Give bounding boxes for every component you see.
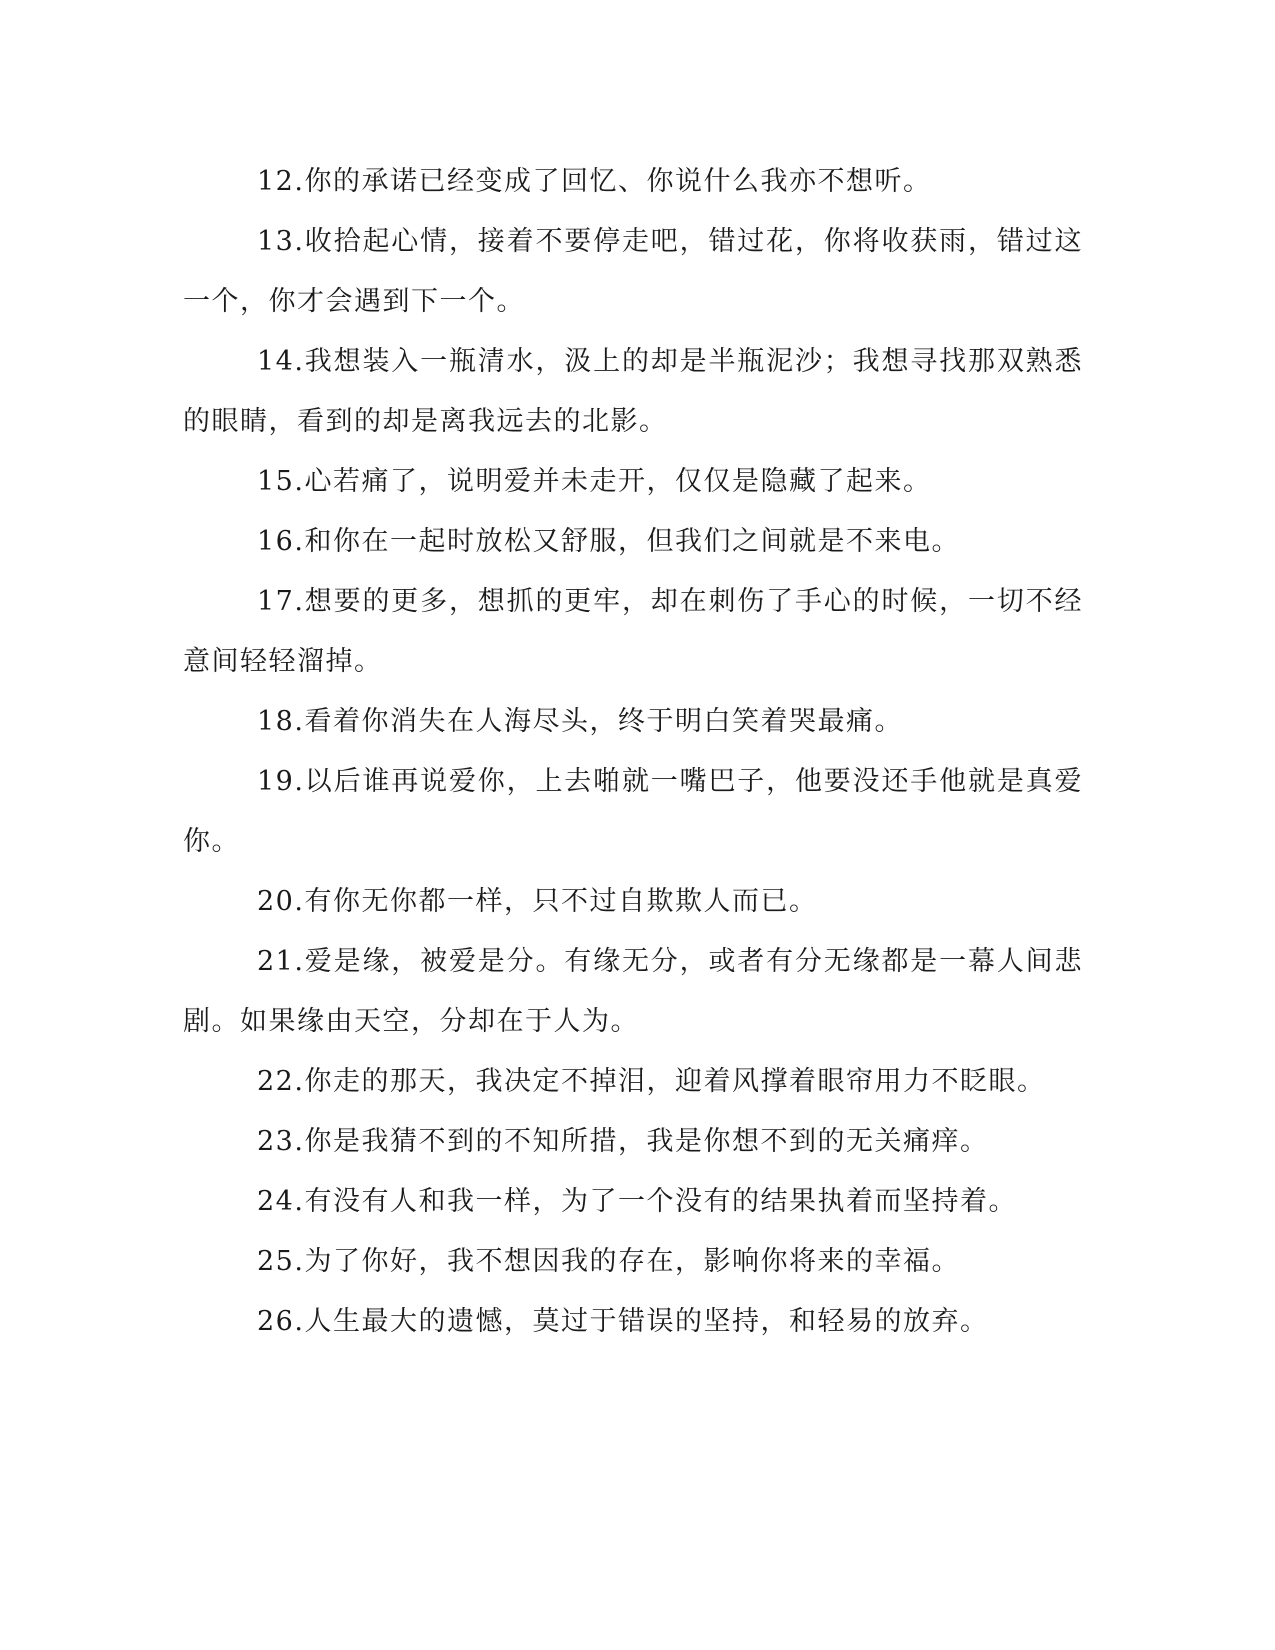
paragraph-21: 21.爱是缘，被爱是分。有缘无分，或者有分无缘都是一幕人间悲剧。如果缘由天空，分却在于人为。 bbox=[183, 946, 1083, 1037]
paragraph-24: 24.有没有人和我一样，为了一个没有的结果执着而坚持着。 bbox=[257, 1186, 1017, 1217]
paragraph-22: 22.你走的那天，我决定不掉泪，迎着风撑着眼帘用力不眨眼。 bbox=[257, 1066, 1046, 1097]
document-body bbox=[183, 152, 1083, 1352]
paragraph-20: 20.有你无你都一样，只不过自欺欺人而已。 bbox=[257, 886, 818, 917]
paragraph-18: 18.看着你消失在人海尽头，终于明白笑着哭最痛。 bbox=[257, 706, 903, 737]
paragraph-16: 16.和你在一起时放松又舒服，但我们之间就是不来电。 bbox=[257, 526, 960, 557]
paragraph-19: 19.以后谁再说爱你，上去啪就一嘴巴子，他要没还手他就是真爱你。 bbox=[183, 766, 1083, 857]
paragraph-15: 15.心若痛了，说明爱并未走开，仅仅是隐藏了起来。 bbox=[257, 466, 932, 497]
paragraph-17: 17.想要的更多，想抓的更牢，却在刺伤了手心的时候，一切不经意间轻轻溜掉。 bbox=[183, 586, 1083, 677]
paragraph-12: 12.你的承诺已经变成了回忆、你说什么我亦不想听。 bbox=[257, 166, 932, 197]
paragraph-25: 25.为了你好，我不想因我的存在，影响你将来的幸福。 bbox=[257, 1246, 960, 1277]
paragraph-23: 23.你是我猜不到的不知所措，我是你想不到的无关痛痒。 bbox=[257, 1126, 989, 1157]
paragraph-26: 26.人生最大的遗憾，莫过于错误的坚持，和轻易的放弃。 bbox=[257, 1306, 989, 1337]
paragraph-14: 14.我想装入一瓶清水，汲上的却是半瓶泥沙；我想寻找那双熟悉的眼睛，看到的却是离我远去的北影。 bbox=[183, 346, 1083, 437]
paragraph-13: 13.收拾起心情，接着不要停走吧，错过花，你将收获雨，错过这一个，你才会遇到下一个。 bbox=[183, 226, 1083, 317]
